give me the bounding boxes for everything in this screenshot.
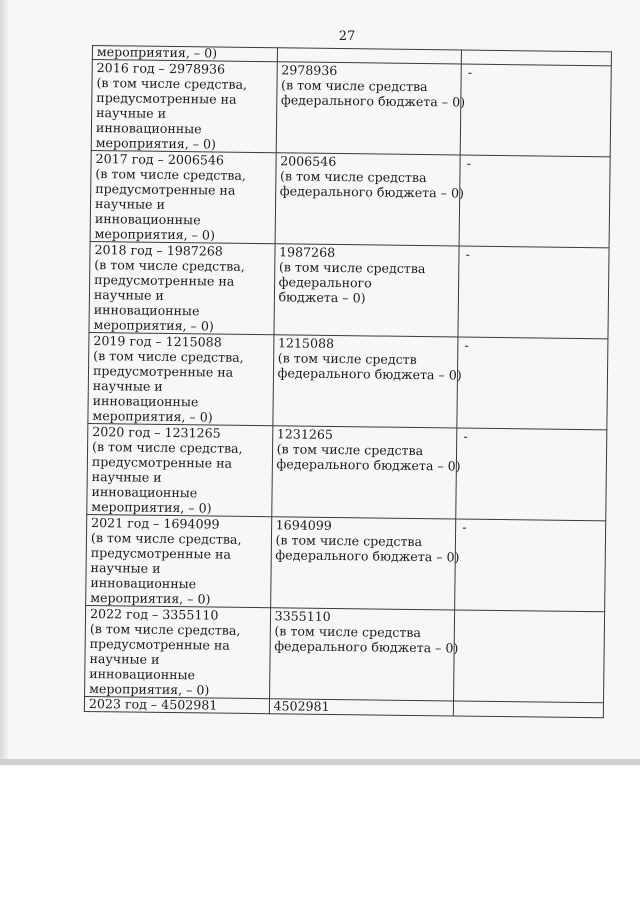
cell-text-line: (в том числе средства xyxy=(281,77,428,95)
table-cell-year xyxy=(86,514,272,607)
table-cell-note xyxy=(456,428,607,521)
table-cell-note xyxy=(455,519,606,612)
cell-text-line: федерального бюджета – 0) xyxy=(277,365,462,383)
cell-text-line: научные и xyxy=(93,287,164,303)
cell-text-line: инновационные xyxy=(90,575,197,592)
cell-text-line: мероприятия, – 0) xyxy=(92,408,213,425)
cell-text-line: федерального бюджета – 0) xyxy=(275,547,460,565)
table-cell-amount: 4502981 xyxy=(269,699,454,716)
cell-text-line: предусмотренные на xyxy=(95,181,236,198)
cell-text-line: мероприятия, – 0) xyxy=(94,226,216,243)
table-cell-amount xyxy=(275,153,465,246)
table-cell-amount xyxy=(270,517,460,610)
cell-text-line: - xyxy=(465,246,470,262)
table-cell-year: мероприятия, – 0) xyxy=(92,46,277,62)
cell-text-line: (в том числе средства, xyxy=(96,75,248,92)
cell-text-line: 2017 год – 2006546 xyxy=(95,151,225,168)
cell-text-line: инновационные xyxy=(94,211,201,228)
cell-text-line: предусмотренные на xyxy=(89,636,230,653)
cell-text-line: (в том числе средства, xyxy=(90,530,242,547)
cell-text-line: 2019 год – 1215088 xyxy=(93,333,222,350)
table-row xyxy=(88,332,608,429)
cell-text-line: (в том числе средства xyxy=(276,441,424,459)
table-row xyxy=(91,60,611,157)
cell-text-line: мероприятия, – 0) xyxy=(89,681,210,698)
cell-text-line: мероприятия, – 0) xyxy=(93,317,214,334)
table-cell-note xyxy=(460,64,611,157)
cell-text-line: предусмотренные на xyxy=(94,272,235,289)
cell-text-line: инновационные xyxy=(93,302,200,319)
cell-text-line: мероприятия, – 0) xyxy=(95,135,217,152)
table-cell-amount xyxy=(276,62,466,155)
cell-text-line: научные и xyxy=(96,105,167,121)
cell-text-line: инновационные xyxy=(89,666,196,683)
cell-text-line: предусмотренные на xyxy=(96,90,237,107)
cell-text-line: предусмотренные на xyxy=(90,545,232,562)
cell-text-line: - xyxy=(463,428,468,444)
cell-text-line: 1215088 xyxy=(277,335,335,351)
table-row xyxy=(87,423,607,520)
page-number: 27 xyxy=(338,29,356,44)
table-cell-note xyxy=(458,246,609,339)
cell-text-line: - xyxy=(466,155,472,171)
table-cell-amount xyxy=(274,244,460,337)
cell-text-line: (в том числе средства, xyxy=(93,348,244,365)
cell-text-line: - xyxy=(464,337,469,353)
cell-text-line: (в том числе средства, xyxy=(92,439,243,456)
table-cell-note xyxy=(459,155,610,248)
cell-text-line: (в том числе средства xyxy=(274,623,422,641)
cell-text-line: инновационные xyxy=(91,484,198,501)
cell-text-line: - xyxy=(462,519,467,535)
cell-text-line: предусмотренные на xyxy=(92,363,234,380)
table-cell-year xyxy=(91,60,277,153)
table-cell-amount xyxy=(271,426,461,519)
cell-text-line: 1694099 xyxy=(275,517,332,533)
cell-text-line: федерального бюджета – 0) xyxy=(276,456,461,474)
cell-text-line: 2021 год – 1694099 xyxy=(91,515,220,532)
cell-text-line: 3355110 xyxy=(274,608,331,624)
cell-text-line: федерального бюджета – 0) xyxy=(279,183,465,201)
cell-text-line: 1231265 xyxy=(276,426,334,442)
table-row xyxy=(86,514,606,611)
table-cell-year xyxy=(90,150,276,243)
cell-text-line: научные и xyxy=(92,378,163,394)
table-cell-note xyxy=(457,337,608,430)
cell-text-line: научные и xyxy=(94,196,166,212)
table-cell-year xyxy=(87,423,273,516)
cell-text-line: бюджета – 0) xyxy=(278,289,366,306)
table-cell-amount xyxy=(269,608,459,701)
cell-text-line: федерального бюджета – 0) xyxy=(280,92,466,110)
cell-text-line: (в том числе средства xyxy=(279,168,427,186)
cell-text-line: (в том числе средства, xyxy=(95,166,247,183)
table-cell-note xyxy=(454,610,605,703)
table-cell-amount xyxy=(272,335,462,428)
cell-text-line: мероприятия, – 0) xyxy=(91,499,212,516)
cell-text-line: 2006546 xyxy=(280,153,337,169)
table-cell-year xyxy=(88,332,274,425)
cell-text-line: (в том числе средства xyxy=(278,259,426,277)
table-row xyxy=(85,605,605,702)
cell-text-line: 1987268 xyxy=(278,244,336,260)
financing-table xyxy=(84,45,612,718)
cell-text-line: мероприятия, – 0) xyxy=(90,590,211,607)
cell-text-line: (в том числе средства xyxy=(275,532,423,550)
cell-text-line: научные и xyxy=(91,469,162,485)
cell-text-line xyxy=(459,611,600,613)
cell-text-line: федерального бюджета – 0) xyxy=(274,638,459,656)
cell-text-line: инновационные xyxy=(95,120,202,137)
table-cell-note xyxy=(453,701,603,718)
table-cell-year xyxy=(89,241,275,334)
cell-text-line: - xyxy=(467,64,473,80)
cell-text-line: (в том числе средств xyxy=(277,350,417,367)
table-cell-year xyxy=(85,605,271,698)
table-row xyxy=(89,241,609,338)
cell-text-line: 2978936 xyxy=(281,62,338,78)
scan-edge-bottom xyxy=(0,759,640,765)
cell-text-line: 2022 год – 3355110 xyxy=(89,606,219,623)
scan-edge-left xyxy=(0,0,8,765)
cell-text-line: научные и xyxy=(89,651,160,667)
cell-text-line: 2018 год – 1987268 xyxy=(94,242,223,259)
cell-text-line: предусмотренные на xyxy=(91,454,233,471)
table-row xyxy=(90,150,610,247)
cell-text-line: 2020 год – 1231265 xyxy=(92,424,221,441)
cell-text-line: федерального xyxy=(278,274,372,291)
cell-text-line: научные и xyxy=(90,560,161,576)
cell-text-line: (в том числе средства, xyxy=(94,257,245,274)
cell-text-line: 2016 год – 2978936 xyxy=(96,60,226,77)
table-cell-year: 2023 год – 4502981 xyxy=(84,696,269,713)
cell-text-line: инновационные xyxy=(92,393,199,410)
cell-text-line: (в том числе средства, xyxy=(89,621,241,638)
